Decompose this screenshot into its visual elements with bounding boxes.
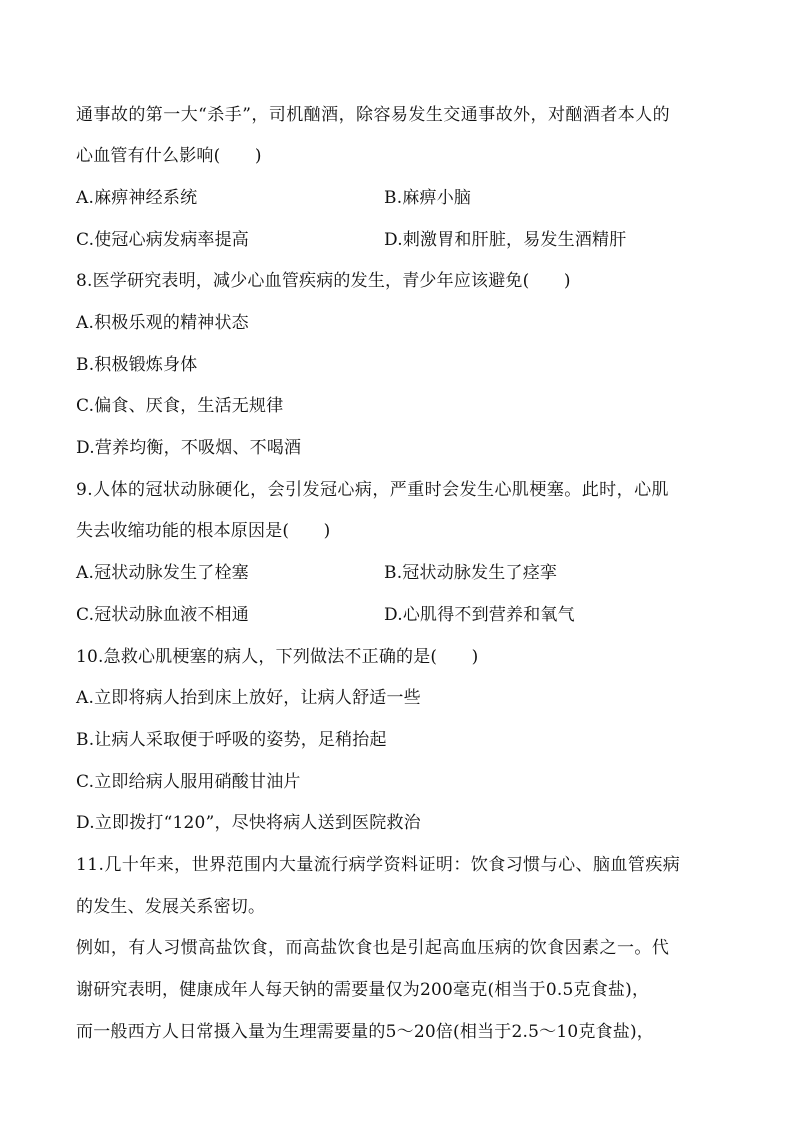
q7-option-d: D.刺激胃和肝脏，易发生酒精肝 <box>384 230 627 250</box>
q9-option-a: A.冠状动脉发生了栓塞 <box>76 563 249 583</box>
q11-paragraph-line-1: 例如，有人习惯高盐饮食，而高盐饮食也是引起高血压病的饮食因素之一。代 <box>76 938 670 958</box>
q7-option-a: A.麻痹神经系统 <box>76 188 198 208</box>
intro-line-2: 心血管有什么影响( ) <box>76 146 262 166</box>
q9-option-c: C.冠状动脉血液不相通 <box>76 605 250 625</box>
q7-option-c: C.使冠心病发病率提高 <box>76 230 250 250</box>
q8-option-d: D.营养均衡，不吸烟、不喝酒 <box>76 438 302 458</box>
q10-option-a: A.立即将病人抬到床上放好，让病人舒适一些 <box>76 688 421 708</box>
q10-stem: 10.急救心肌梗塞的病人，下列做法不正确的是( ) <box>76 647 479 667</box>
q8-option-b: B.积极锻炼身体 <box>76 355 198 375</box>
q10-option-d: D.立即拨打“120”，尽快将病人送到医院救治 <box>76 813 421 833</box>
q9-option-b: B.冠状动脉发生了痉挛 <box>384 563 558 583</box>
q7-option-b: B.麻痹小脑 <box>384 188 472 208</box>
q11-paragraph-line-3: 而一般西方人日常摄入量为生理需要量的5～20倍(相当于2.5～10克食盐)， <box>76 1022 654 1042</box>
q9-option-d: D.心肌得不到营养和氧气 <box>384 605 575 625</box>
q11-stem-line-1: 11.几十年来，世界范围内大量流行病学资料证明：饮食习惯与心、脑血管疾病 <box>76 855 681 875</box>
q11-paragraph-line-2: 谢研究表明，健康成年人每天钠的需要量仅为200毫克(相当于0.5克食盐)， <box>76 980 650 1000</box>
intro-line-1: 通事故的第一大“杀手”，司机酗酒，除容易发生交通事故外，对酗酒者本人的 <box>76 105 671 125</box>
q11-stem-line-2: 的发生、发展关系密切。 <box>76 897 266 917</box>
q9-stem-line-1: 9.人体的冠状动脉硬化，会引发冠心病，严重时会发生心肌梗塞。此时，心肌 <box>76 480 669 500</box>
q10-option-b: B.让病人采取便于呼吸的姿势，足稍抬起 <box>76 730 387 750</box>
q8-option-c: C.偏食、厌食，生活无规律 <box>76 396 284 416</box>
q8-option-a: A.积极乐观的精神状态 <box>76 313 249 333</box>
q10-option-c: C.立即给病人服用硝酸甘油片 <box>76 772 301 792</box>
q9-stem-line-2: 失去收缩功能的根本原因是( ) <box>76 521 331 541</box>
q8-stem: 8.医学研究表明，减少心血管疾病的发生，青少年应该避免( ) <box>76 271 571 291</box>
